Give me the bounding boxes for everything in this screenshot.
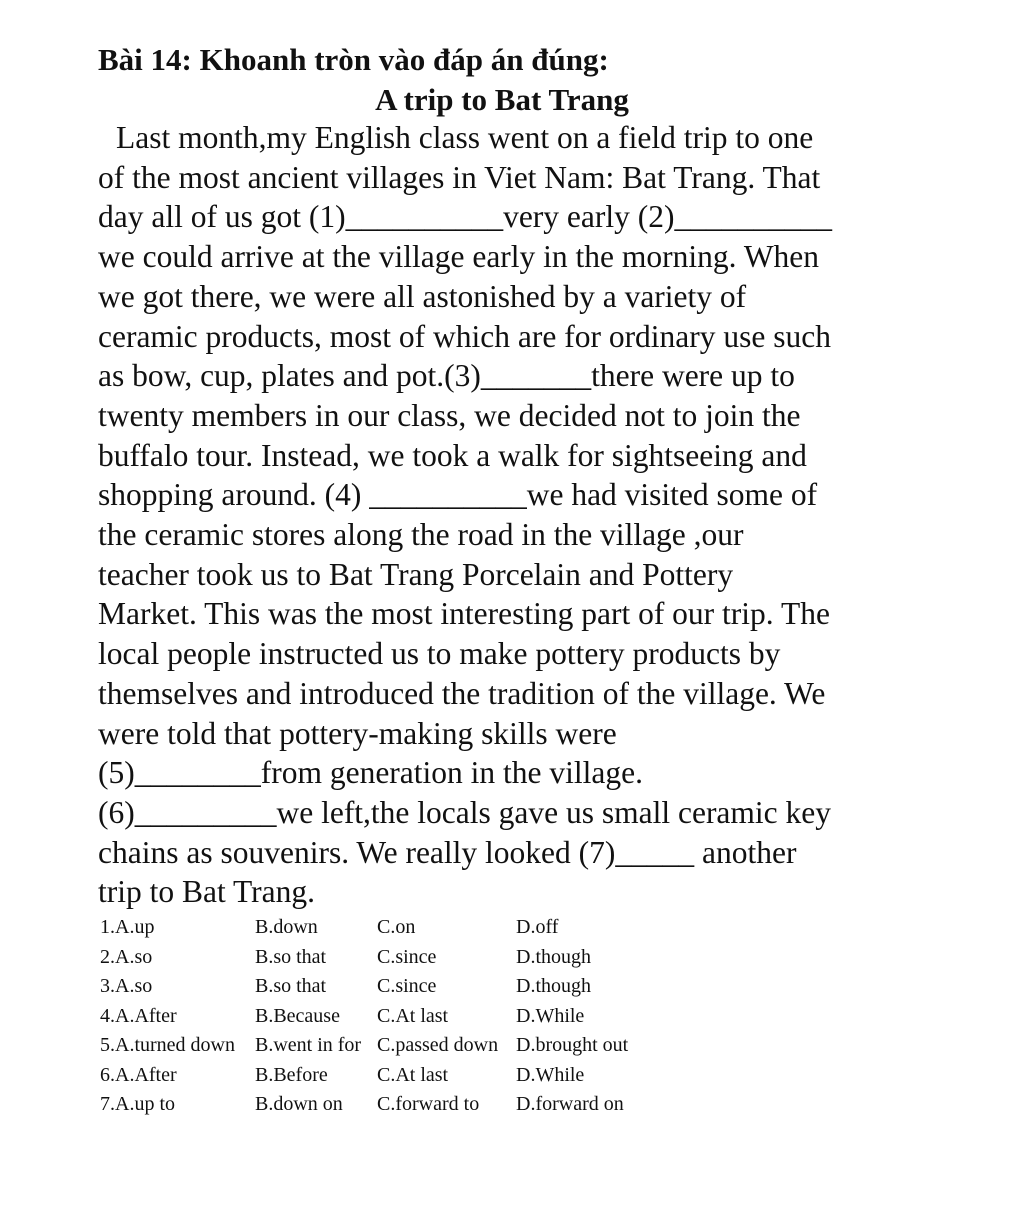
passage-line: teacher took us to Bat Trang Porcelain and Pottery (98, 556, 734, 592)
exercise-heading: Bài 14: Khoanh tròn vào đáp án đúng: (98, 42, 609, 77)
passage-line: Last month,my English class went on a field trip to one (116, 120, 814, 155)
option-7d[interactable]: D.forward on (516, 1093, 624, 1115)
option-6c[interactable]: C.At last (377, 1063, 449, 1086)
option-3c[interactable]: C.since (377, 975, 437, 997)
passage-line: of the most ancient villages in Viet Nam: Bat Trang. That (98, 159, 821, 195)
option-4c[interactable]: C.At last (377, 1004, 449, 1027)
option-3b[interactable]: B.so that (255, 975, 327, 997)
question-3-options (100, 972, 656, 1002)
option-2d[interactable]: D.though (516, 945, 591, 968)
option-7c[interactable]: C.forward to (377, 1093, 480, 1115)
option-6b[interactable]: B.Before (255, 1063, 328, 1086)
passage-line: buffalo tour. Instead, we took a walk for sightseeing and (98, 437, 807, 473)
question-1-options (100, 913, 656, 943)
option-4a[interactable]: 4.A.After (100, 1004, 177, 1027)
option-2b[interactable]: B.so that (255, 945, 327, 968)
option-2c[interactable]: C.since (377, 945, 437, 968)
option-7a[interactable]: 7.A.up to (100, 1093, 175, 1115)
option-5c[interactable]: C.passed down (377, 1034, 499, 1056)
option-3a[interactable]: 3.A.so (100, 975, 153, 997)
option-1c[interactable]: C.on (377, 916, 416, 938)
option-4b[interactable]: B.Because (255, 1004, 340, 1027)
option-2a[interactable]: 2.A.so (100, 945, 153, 968)
option-5b[interactable]: B.went in for (255, 1034, 362, 1056)
question-6-options (100, 1061, 656, 1091)
passage-line: were told that pottery-making skills were (98, 715, 617, 751)
passage-line: ceramic products, most of which are for ordinary use such (98, 318, 832, 354)
passage-line: (6)_________we left,the locals gave us small ceramic key (98, 794, 832, 830)
option-4d[interactable]: D.While (516, 1004, 585, 1027)
option-6d[interactable]: D.While (516, 1063, 585, 1086)
option-7b[interactable]: B.down on (255, 1093, 343, 1115)
passage-line: the ceramic stores along the road in the village ,our (98, 517, 744, 553)
option-5d[interactable]: D.brought out (516, 1034, 629, 1056)
passage-line: shopping around. (4) __________we had visited some of (98, 477, 818, 513)
passage-line: day all of us got (1)__________very early (2)__________ (98, 199, 832, 235)
passage-line: as bow, cup, plates and pot.(3)_______there were up to (98, 358, 795, 394)
question-5-options (100, 1031, 656, 1061)
question-4-options (100, 1002, 656, 1032)
passage-line: twenty members in our class, we decided not to join the (98, 397, 801, 433)
passage-line: trip to Bat Trang. (98, 874, 316, 910)
passage-line: (5)________from generation in the village. (98, 755, 643, 791)
question-7-options (100, 1090, 656, 1120)
option-3d[interactable]: D.though (516, 975, 591, 997)
passage-title: A trip to Bat Trang (375, 82, 629, 117)
option-6a[interactable]: 6.A.After (100, 1063, 177, 1086)
option-1a[interactable]: 1.A.up (100, 916, 155, 938)
passage (98, 118, 832, 912)
passage-line: we could arrive at the village early in the morning. When (98, 239, 820, 275)
option-1d[interactable]: D.off (516, 916, 559, 938)
question-2-options (100, 943, 656, 973)
option-5a[interactable]: 5.A.turned down (100, 1034, 235, 1056)
passage-line: local people instructed us to make pottery products by (98, 636, 781, 672)
answer-options (100, 913, 656, 1120)
passage-line: chains as souvenirs. We really looked (7)_____ another (98, 834, 797, 870)
passage-line: we got there, we were all astonished by a variety of (98, 278, 747, 314)
option-1b[interactable]: B.down (255, 916, 318, 938)
passage-line: Market. This was the most interesting part of our trip. The (98, 596, 830, 632)
passage-line: themselves and introduced the tradition of the village. We (98, 675, 826, 711)
